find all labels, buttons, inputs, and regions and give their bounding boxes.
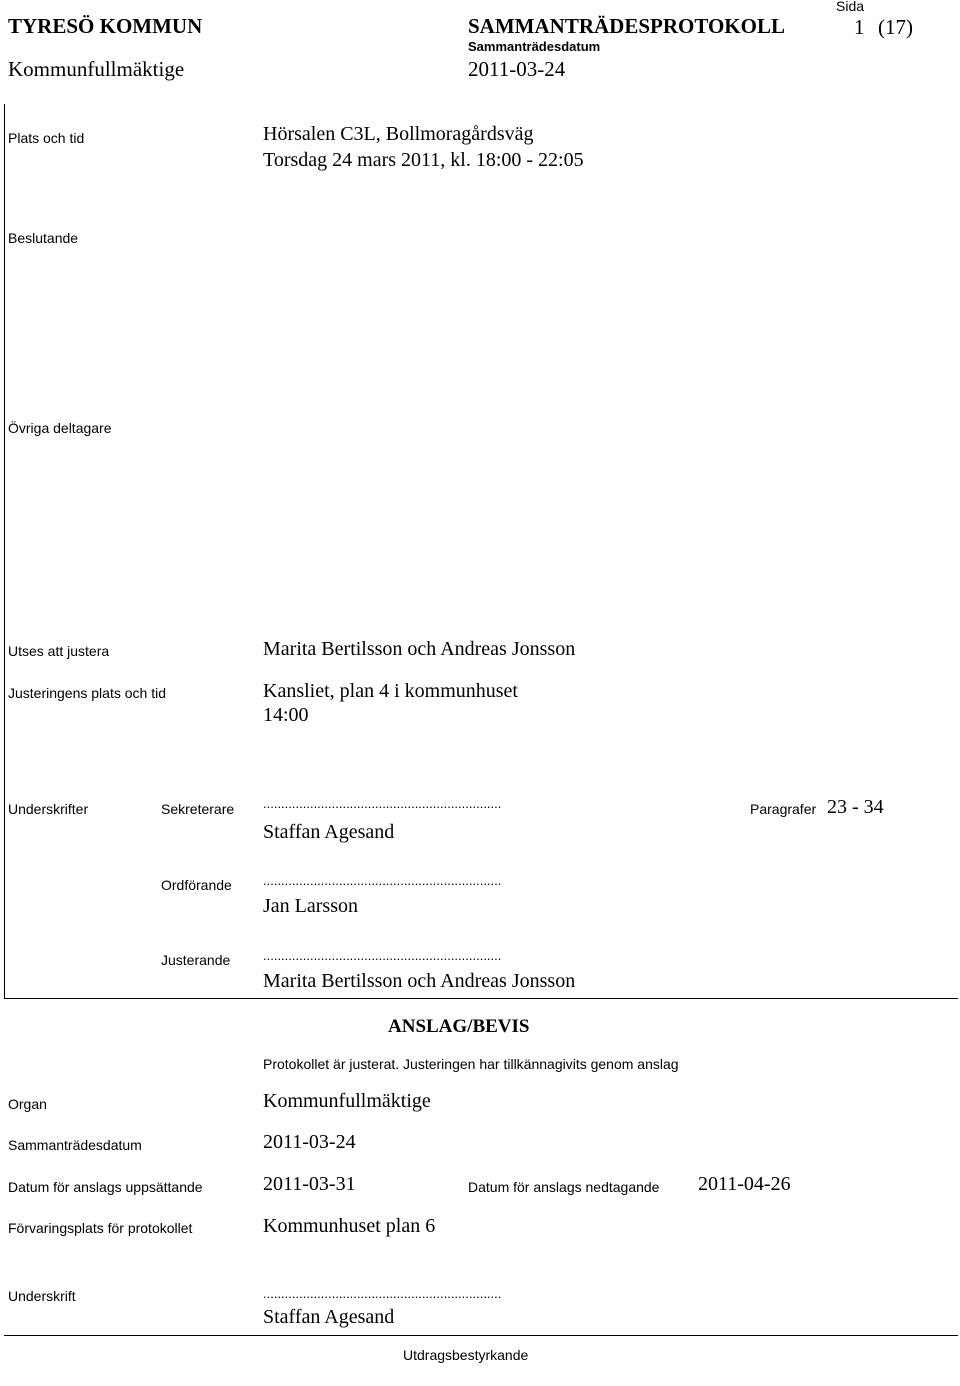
municipality-name: TYRESÖ KOMMUN	[8, 14, 203, 38]
organ-label: Organ	[8, 1096, 47, 1112]
paragraphs-label: Paragrafer	[750, 801, 817, 817]
section-divider	[4, 998, 958, 999]
signature-line: ..................................................................	[263, 1286, 502, 1301]
chair-signature-line: ..................................................................	[263, 873, 502, 888]
page-label: Sida	[836, 0, 865, 14]
removed-date-value: 2011-04-26	[698, 1173, 791, 1195]
organ-value: Kommunfullmäktige	[263, 1090, 431, 1112]
certification-label: Utdragsbestyrkande	[403, 1347, 529, 1363]
notice-statement: Protokollet är justerat. Justeringen har tillkännagivits genom anslag	[263, 1056, 679, 1072]
adjust-place-label: Justeringens plats och tid	[8, 685, 166, 701]
adjuster-signature-line: ..................................................................	[263, 948, 502, 963]
place-line2: Torsdag 24 mars 2011, kl. 18:00 - 22:05	[263, 149, 584, 171]
adjusters-label: Utses att justera	[8, 643, 110, 659]
adjuster-name: Marita Bertilsson och Andreas Jonsson	[263, 970, 576, 992]
left-margin-rule	[4, 104, 5, 999]
secretary-signature-line: ..................................................................	[263, 796, 502, 811]
meeting-date-label: Sammanträdesdatum	[468, 39, 601, 54]
adjust-place-line2: 14:00	[263, 704, 309, 726]
storage-label: Förvaringsplats för protokollet	[8, 1220, 193, 1236]
adjuster-label: Justerande	[161, 952, 231, 968]
document-type: SAMMANTRÄDESPROTOKOLL	[468, 14, 785, 38]
secretary-label: Sekreterare	[161, 801, 235, 817]
page-number: 1	[854, 15, 865, 39]
signature-label: Underskrift	[8, 1288, 76, 1304]
notice-date-label: Sammanträdesdatum	[8, 1137, 142, 1153]
others-label: Övriga deltagare	[8, 420, 112, 436]
page-total: (17)	[878, 15, 913, 39]
secretary-name: Staffan Agesand	[263, 821, 395, 843]
notice-title: ANSLAG/BEVIS	[388, 1016, 530, 1037]
notice-date-value: 2011-03-24	[263, 1131, 356, 1153]
posted-date-value: 2011-03-31	[263, 1173, 356, 1195]
posted-date-label: Datum för anslags uppsättande	[8, 1179, 203, 1195]
place-line1: Hörsalen C3L, Bollmoragårdsväg	[263, 123, 534, 145]
signature-name: Staffan Agesand	[263, 1306, 395, 1328]
bottom-divider	[4, 1335, 958, 1336]
adjusters-value: Marita Bertilsson och Andreas Jonsson	[263, 638, 576, 660]
removed-date-label: Datum för anslags nedtagande	[468, 1179, 660, 1195]
deciders-label: Beslutande	[8, 230, 79, 246]
chair-name: Jan Larsson	[263, 895, 358, 917]
place-label: Plats och tid	[8, 130, 85, 146]
signatures-label: Underskrifter	[8, 801, 89, 817]
adjust-place-line1: Kansliet, plan 4 i kommunhuset	[263, 680, 518, 702]
paragraphs-value: 23 - 34	[827, 796, 884, 818]
meeting-date: 2011-03-24	[468, 57, 566, 81]
storage-value: Kommunhuset plan 6	[263, 1215, 436, 1237]
body-name: Kommunfullmäktige	[8, 57, 185, 81]
chair-label: Ordförande	[161, 877, 232, 893]
